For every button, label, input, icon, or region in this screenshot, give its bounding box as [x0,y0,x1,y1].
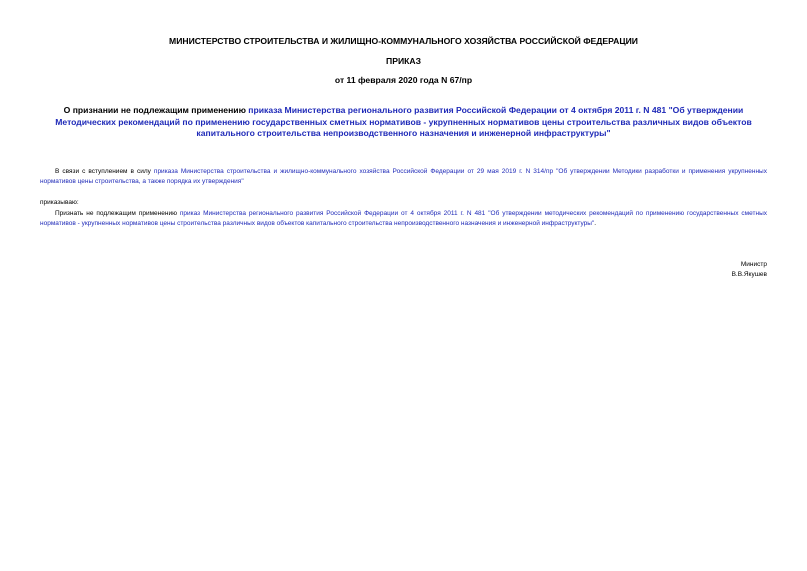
ministry-heading: МИНИСТЕРСТВО СТРОИТЕЛЬСТВА И ЖИЛИЩНО-КОММУНАЛЬНОГО ХОЗЯЙСТВА РОССИЙСКОЙ ФЕДЕРАЦИИ [169,36,638,46]
order-suffix: . [594,220,597,227]
basis-link[interactable]: приказа Министерства строительства и жилищно-коммунального хозяйства Российской Федерации от 29 мая 2019 г. N 314/пр "Об утверждении Методики разработки и применения укрупненных нормативов цены строительства, а также порядка их утверждения" [40,168,767,185]
order-prefix: Признать не подлежащим применению [55,210,180,217]
paragraph-basis [40,167,767,187]
title-prefix: О признании не подлежащим применению [63,105,249,115]
title-link[interactable]: приказа Министерства регионального развития Российской Федерации от 4 октября 2011 г. N 481 "Об утверждении Методических рекомендаций по применению государственных сметных нормативов - укрупненных нормативов цены строительства различных видов объектов капитального строительства непроизводственного назначения и инженерной инфраструктуры" [55,105,752,138]
orders-word: приказываю: [40,199,79,206]
document-title [40,105,767,140]
paragraph-order [40,209,767,229]
signature-name: В.В.Якушев [731,271,767,278]
document-date-number: от 11 февраля 2020 года N 67/пр [334,75,473,85]
basis-prefix: В связи с вступлением в силу [55,168,154,175]
signature-position: Министр [740,261,767,268]
order-link[interactable]: приказ Министерства регионального развития Российской Федерации от 4 октября 2011 г. N 481 "Об утверждении методических рекомендаций по применению государственных сметных нормативов - укрупненных нормативов цены строительства различных видов объектов капитального строительства непроизводственного назначения и инженерной инфраструктуры" [40,210,767,227]
document-type: ПРИКАЗ [386,56,421,66]
